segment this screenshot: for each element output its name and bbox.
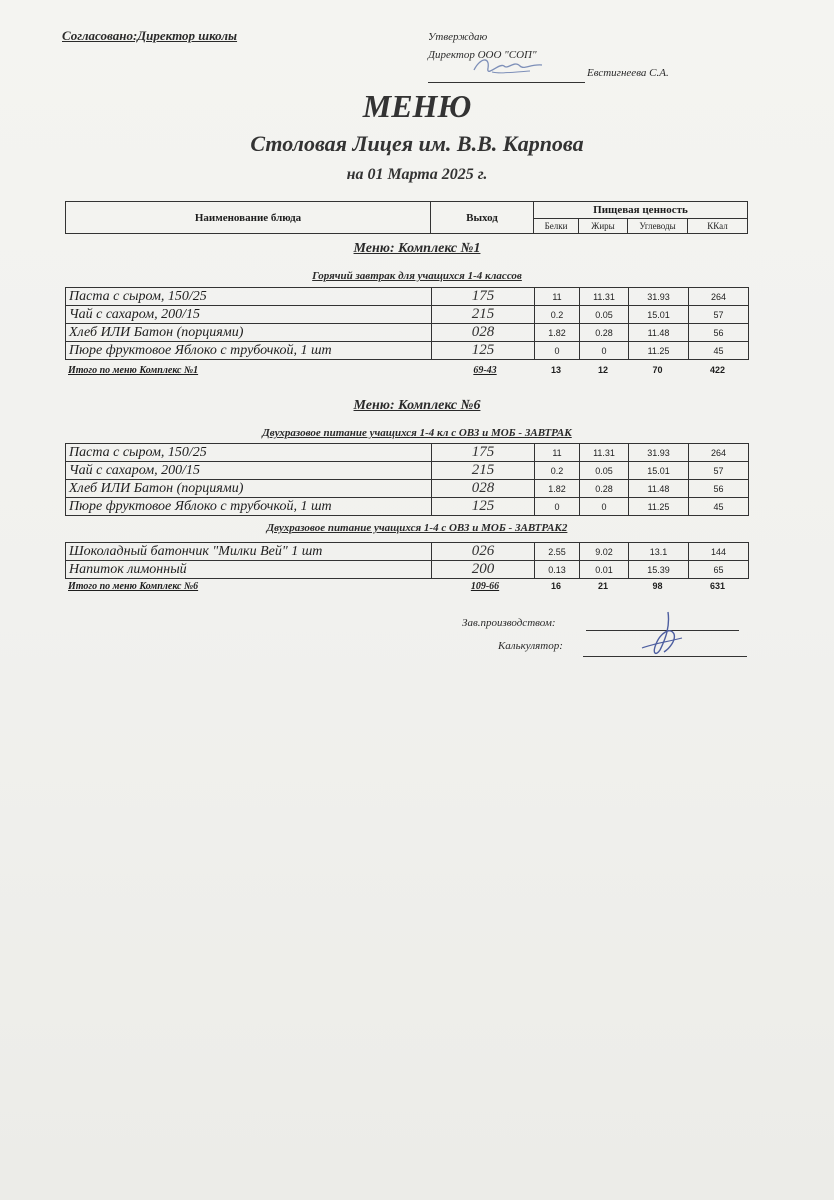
dish-name: Хлеб ИЛИ Батон (порциями) — [66, 480, 432, 498]
complex1-title: Меню: Комплекс №1 — [353, 241, 481, 256]
table-row — [66, 342, 749, 360]
dish-output: 028 — [432, 480, 535, 498]
table-row — [66, 444, 749, 462]
dish-kcal: 45 — [689, 498, 749, 516]
dish-fats: 0.05 — [580, 462, 629, 480]
director-label: Директор ООО "СОП" — [428, 49, 537, 61]
dish-name: Пюре фруктовое Яблоко с трубочкой, 1 шт — [66, 498, 432, 516]
total-fats: 21 — [597, 581, 608, 591]
page-subtitle: Столовая Лицея им. В.В. Карпова — [250, 131, 584, 156]
total-carbs: 70 — [652, 365, 663, 375]
dish-name: Напиток лимонный — [66, 561, 432, 579]
dish-carbs: 11.48 — [629, 480, 689, 498]
total-kcal: 422 — [709, 365, 726, 375]
dish-carbs: 11.25 — [629, 498, 689, 516]
total-proteins: 16 — [550, 581, 561, 591]
dish-carbs: 31.93 — [629, 444, 689, 462]
dish-kcal: 57 — [689, 462, 749, 480]
table-header — [65, 201, 748, 234]
total-proteins: 13 — [550, 365, 561, 375]
header-nutrition: Пищевая ценность — [534, 202, 747, 219]
dish-proteins: 11 — [535, 288, 580, 306]
dish-kcal: 57 — [689, 306, 749, 324]
dish-fats: 11.31 — [580, 444, 629, 462]
dish-output: 200 — [432, 561, 535, 579]
dish-fats: 0.28 — [580, 480, 629, 498]
dish-name: Чай с сахаром, 200/15 — [66, 306, 432, 324]
total-label: Итого по меню Комплекс №6 — [68, 581, 199, 592]
dish-fats: 0.05 — [580, 306, 629, 324]
dish-name: Шоколадный батончик "Милки Вей" 1 шт — [66, 543, 432, 561]
header-name: Наименование блюда — [66, 202, 431, 233]
signer-name: Евстигнеева С.А. — [587, 67, 669, 79]
director-signature-icon — [470, 52, 550, 82]
table-row — [66, 288, 749, 306]
dish-proteins: 0.2 — [535, 306, 580, 324]
header-fats: Жиры — [579, 219, 628, 233]
table-row — [66, 561, 749, 579]
header-output: Выход — [431, 202, 534, 233]
director-signature-line — [428, 82, 585, 83]
complex1-total — [65, 365, 747, 381]
agreed-label: Согласовано:Директор школы — [62, 28, 238, 43]
dish-kcal: 144 — [689, 543, 749, 561]
total-price: 109-66 — [470, 581, 500, 592]
dish-proteins: 0.13 — [535, 561, 580, 579]
table-row — [66, 543, 749, 561]
calculator-signature-icon — [630, 608, 690, 660]
dish-fats: 0 — [580, 342, 629, 360]
dish-name: Пюре фруктовое Яблоко с трубочкой, 1 шт — [66, 342, 432, 360]
dish-kcal: 264 — [689, 288, 749, 306]
total-fats: 12 — [597, 365, 608, 375]
dish-name: Хлеб ИЛИ Батон (порциями) — [66, 324, 432, 342]
dish-output: 125 — [432, 342, 535, 360]
total-kcal: 631 — [709, 581, 726, 591]
dish-fats: 9.02 — [580, 543, 629, 561]
table-row — [66, 324, 749, 342]
dish-kcal: 56 — [689, 324, 749, 342]
dish-output: 125 — [432, 498, 535, 516]
dish-name: Паста с сыром, 150/25 — [66, 288, 432, 306]
header-kcal: ККал — [707, 221, 728, 231]
dish-proteins: 11 — [535, 444, 580, 462]
complex6-table2 — [65, 542, 749, 579]
calculator-label: Калькулятор: — [498, 640, 563, 652]
total-label: Итого по меню Комплекс №1 — [68, 365, 199, 376]
dish-kcal: 65 — [689, 561, 749, 579]
dish-output: 215 — [432, 462, 535, 480]
dish-carbs: 31.93 — [629, 288, 689, 306]
production-label: Зав.производством: — [462, 617, 556, 629]
menu-date: на 01 Марта 2025 г. — [346, 166, 488, 183]
complex6-table1 — [65, 443, 749, 516]
header-carbs: Углеводы — [628, 219, 688, 233]
dish-proteins: 1.82 — [535, 480, 580, 498]
dish-kcal: 264 — [689, 444, 749, 462]
dish-fats: 11.31 — [580, 288, 629, 306]
dish-carbs: 15.39 — [629, 561, 689, 579]
approve-label: Утверждаю — [428, 31, 488, 43]
dish-proteins: 2.55 — [535, 543, 580, 561]
complex1-table — [65, 287, 749, 360]
dish-output: 026 — [432, 543, 535, 561]
dish-proteins: 1.82 — [535, 324, 580, 342]
dish-kcal: 45 — [689, 342, 749, 360]
dish-output: 175 — [432, 444, 535, 462]
dish-proteins: 0 — [535, 342, 580, 360]
page-title: МЕНЮ — [362, 88, 472, 124]
header-proteins: Белки — [534, 219, 579, 233]
complex6-group1-title: Двухразовое питание учащихся 1-4 кл с ОВЗ и МОБ - ЗАВТРАК — [262, 427, 572, 439]
complex6-title: Меню: Комплекс №6 — [353, 398, 481, 413]
dish-kcal: 56 — [689, 480, 749, 498]
dish-output: 215 — [432, 306, 535, 324]
complex1-group1-title: Горячий завтрак для учащихся 1-4 классов — [312, 270, 522, 282]
dish-output: 028 — [432, 324, 535, 342]
table-row — [66, 480, 749, 498]
dish-carbs: 15.01 — [629, 306, 689, 324]
dish-output: 175 — [432, 288, 535, 306]
total-carbs: 98 — [652, 581, 663, 591]
dish-fats: 0.28 — [580, 324, 629, 342]
dish-name: Чай с сахаром, 200/15 — [66, 462, 432, 480]
dish-carbs: 11.25 — [629, 342, 689, 360]
complex6-group2-title: Двухразовое питание учащихся 1-4 с ОВЗ и МОБ - ЗАВТРАК2 — [266, 522, 568, 534]
dish-carbs: 15.01 — [629, 462, 689, 480]
complex6-total — [65, 581, 747, 597]
table-row — [66, 306, 749, 324]
dish-name: Паста с сыром, 150/25 — [66, 444, 432, 462]
total-price: 69-43 — [473, 365, 497, 376]
dish-fats: 0.01 — [580, 561, 629, 579]
table-row — [66, 462, 749, 480]
dish-fats: 0 — [580, 498, 629, 516]
dish-carbs: 11.48 — [629, 324, 689, 342]
dish-proteins: 0 — [535, 498, 580, 516]
table-row — [66, 498, 749, 516]
dish-proteins: 0.2 — [535, 462, 580, 480]
dish-carbs: 13.1 — [629, 543, 689, 561]
